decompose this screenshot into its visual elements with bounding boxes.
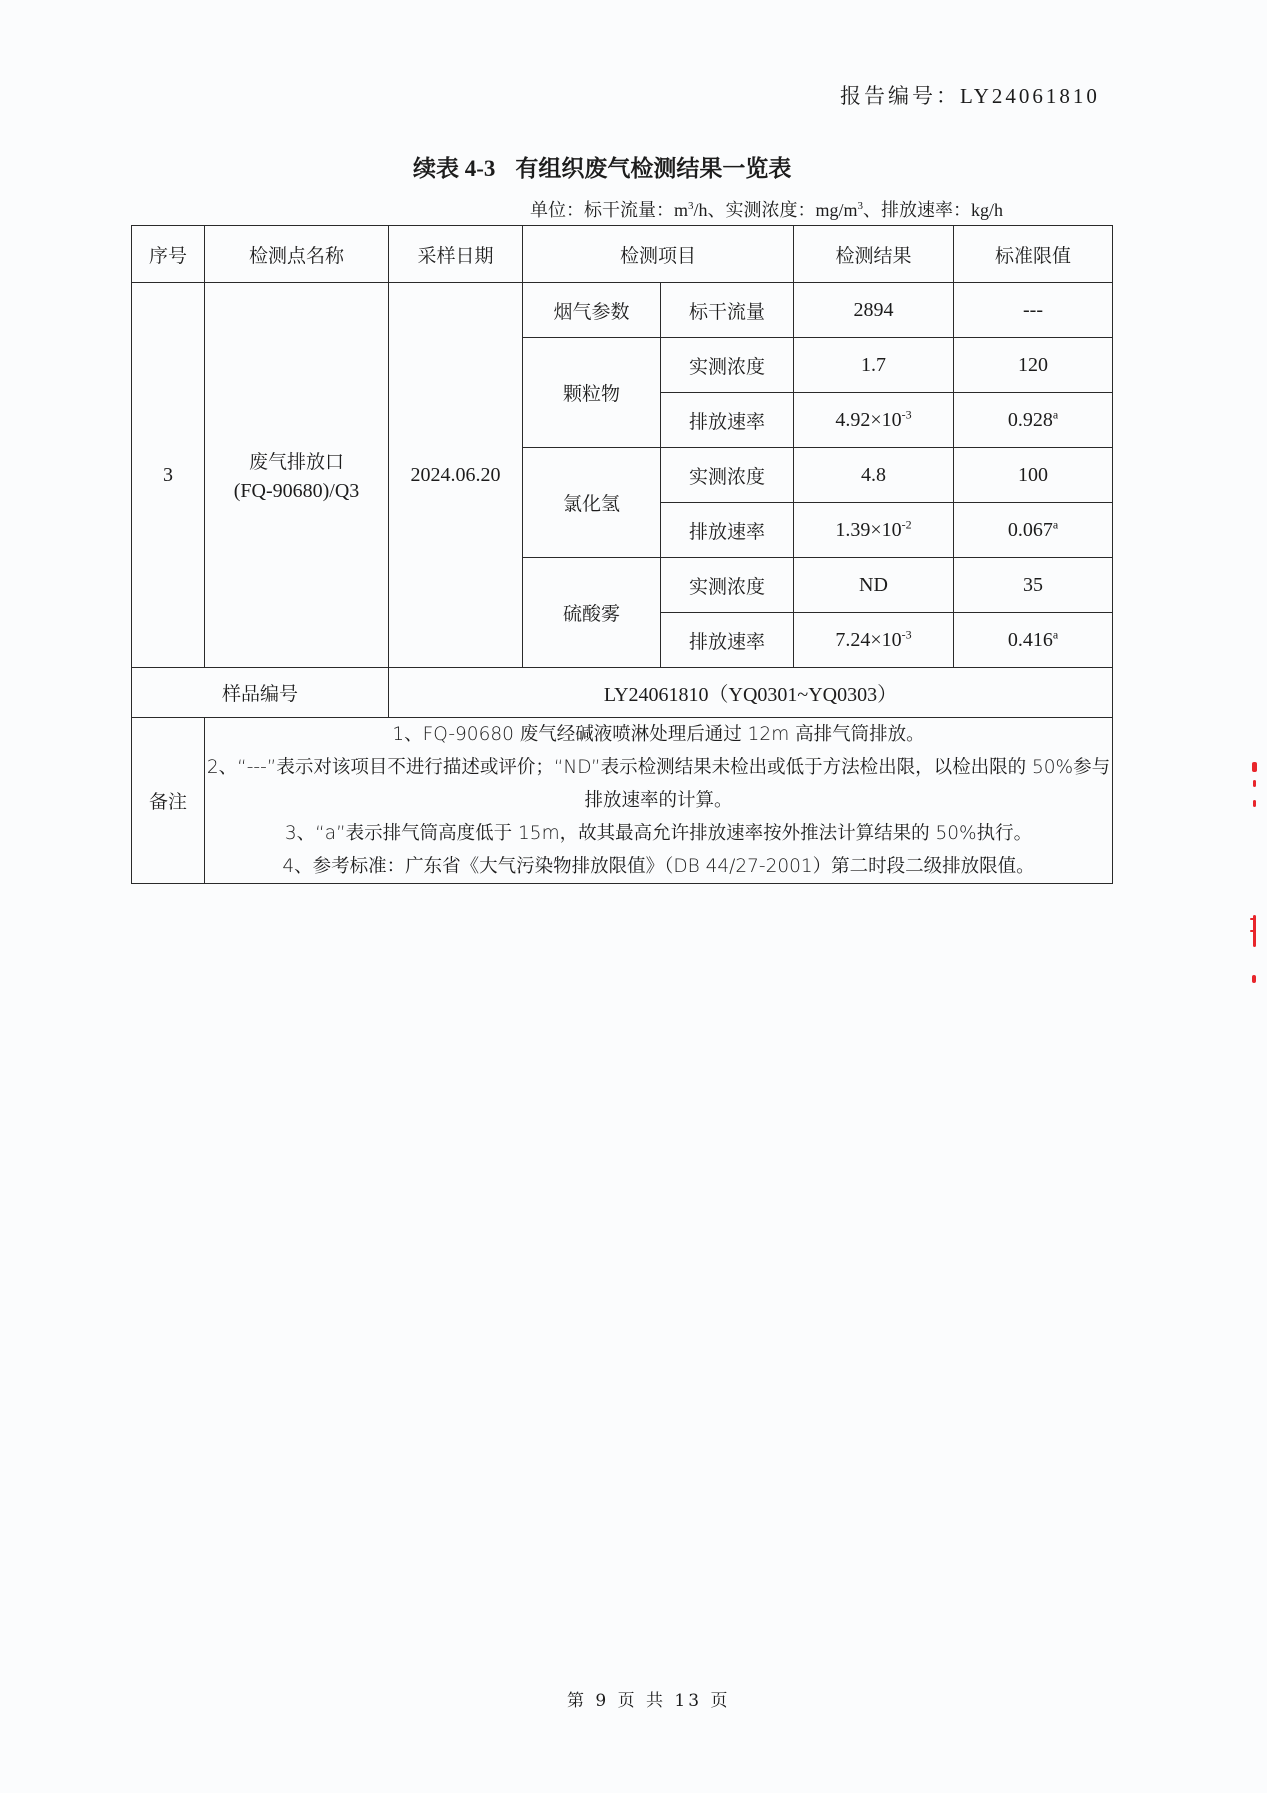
report-number	[840, 80, 1100, 110]
item-limit: 100	[954, 448, 1113, 503]
item-result: 4.8	[794, 448, 954, 503]
header-item: 检测项目	[523, 226, 794, 283]
item-param: 实测浓度	[661, 448, 794, 503]
header-result: 检测结果	[794, 226, 954, 283]
units-text-2: /h、实测浓度：mg/m	[693, 200, 858, 220]
units-line	[530, 196, 1003, 222]
header-point-name: 检测点名称	[205, 226, 389, 283]
notes-content	[205, 718, 1113, 884]
report-number-value: LY24061810	[960, 84, 1100, 108]
table-number: 续表 4-3	[413, 156, 496, 181]
point-name-line2: (FQ-90680)/Q3	[233, 480, 360, 502]
limit-value: 0.067	[1007, 518, 1053, 541]
report-number-label: 报告编号：	[840, 84, 960, 108]
item-limit: 35	[954, 558, 1113, 613]
item-param: 排放速率	[661, 503, 794, 558]
units-text-3: 、排放速率：kg/h	[863, 200, 1004, 220]
row-date: 2024.06.20	[389, 283, 523, 668]
limit-value: 0.928	[1007, 408, 1053, 431]
table-title	[413, 150, 791, 183]
notes-label: 备注	[132, 718, 205, 884]
units-exp-1: 3	[688, 200, 694, 212]
item-category: 硫酸雾	[523, 558, 661, 668]
item-result	[794, 503, 954, 558]
note-item: 1、FQ-90680 废气经碱液喷淋处理后通过 12m 高排气筒排放。	[392, 724, 925, 745]
item-param: 排放速率	[661, 393, 794, 448]
header-date: 采样日期	[389, 226, 523, 283]
notes-row	[132, 718, 1113, 884]
item-param: 标干流量	[661, 283, 794, 338]
table-title-text: 有组织废气检测结果一览表	[515, 155, 792, 182]
result-exponent: -3	[901, 406, 912, 421]
item-result	[794, 613, 954, 668]
result-exponent: -2	[901, 516, 912, 531]
note-item: 3、“a”表示排气筒高度低于 15m，故其最高允许排放速率按外推法计算结果的 50%执行。	[284, 823, 1033, 844]
results-table	[131, 225, 1113, 884]
item-limit: ---	[954, 283, 1113, 338]
limit-footnote: a	[1052, 406, 1059, 421]
item-param: 排放速率	[661, 613, 794, 668]
header-limit: 标准限值	[954, 226, 1113, 283]
page-number: 第 9 页 共 13 页	[567, 1691, 731, 1711]
result-exponent: -3	[901, 626, 912, 641]
point-name-line1: 废气排放口	[248, 451, 344, 473]
limit-footnote: a	[1052, 516, 1059, 531]
sample-value: LY24061810（YQ0301~YQ0303）	[389, 668, 1113, 718]
item-limit: 120	[954, 338, 1113, 393]
item-limit	[954, 503, 1113, 558]
item-category: 烟气参数	[523, 283, 661, 338]
item-limit	[954, 613, 1113, 668]
item-category: 氯化氢	[523, 448, 661, 558]
item-param: 实测浓度	[661, 338, 794, 393]
limit-value: 0.416	[1007, 628, 1053, 651]
result-value: 7.24×10	[835, 628, 902, 651]
item-limit	[954, 393, 1113, 448]
sample-row	[132, 668, 1113, 718]
table-header-row	[132, 226, 1113, 283]
result-value: 1.39×10	[835, 518, 902, 541]
sample-label: 样品编号	[132, 668, 389, 718]
item-result	[794, 393, 954, 448]
units-text-1: 单位：标干流量：m	[530, 200, 689, 220]
item-result: 2894	[794, 283, 954, 338]
item-param: 实测浓度	[661, 558, 794, 613]
item-result: ND	[794, 558, 954, 613]
result-value: 4.92×10	[835, 408, 902, 431]
item-category: 颗粒物	[523, 338, 661, 448]
note-item: 2、“---”表示对该项目不进行描述或评价；“ND”表示检测结果未检出或低于方法检出限，以检出限的 50%参与排放速率的计算。	[206, 757, 1111, 811]
header-index: 序号	[132, 226, 205, 283]
note-item: 4、参考标准：广东省《大气污染物排放限值》（DB 44/27-2001）第二时段二级排放限值。	[282, 856, 1035, 877]
limit-footnote: a	[1052, 626, 1059, 641]
units-exp-2: 3	[857, 200, 864, 212]
item-result: 1.7	[794, 338, 954, 393]
table-row	[132, 283, 1113, 338]
row-point-name	[205, 283, 389, 668]
row-index: 3	[132, 283, 205, 668]
